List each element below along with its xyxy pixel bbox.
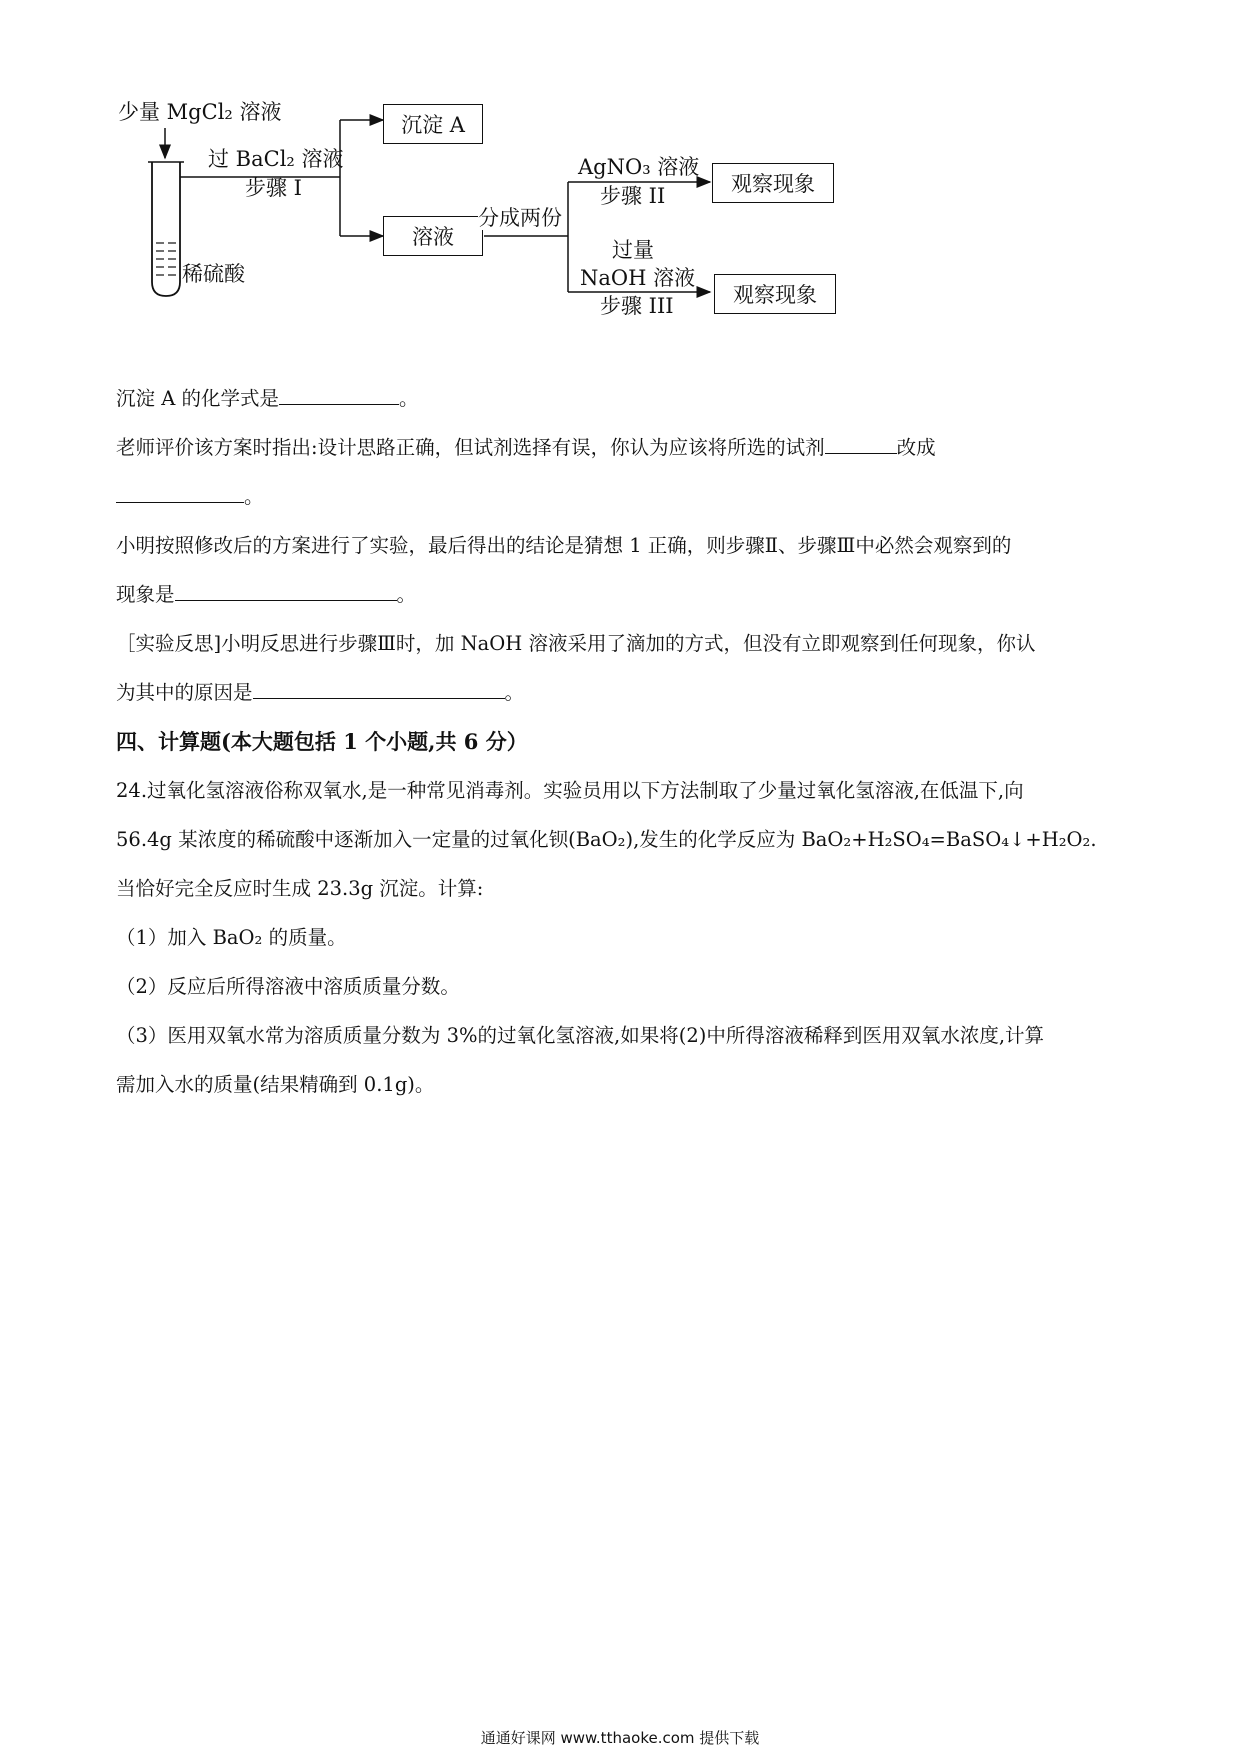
answer-blank [253, 680, 505, 699]
step1-label: 步骤 I [245, 176, 302, 200]
q24-sub3-line2: 需加入水的质量(结果精确到 0.1g)。 [116, 1073, 435, 1096]
question-xiaoming-line2 [116, 579, 416, 607]
experiment-flow-diagram [0, 0, 1240, 340]
step2-label: 步骤 II [600, 184, 666, 208]
question-end: 。 [396, 583, 417, 606]
answer-blank [825, 435, 897, 454]
question-text: 老师评价该方案时指出:设计思路正确，但试剂选择有误，你认为应该将所选的试剂 [116, 436, 825, 459]
question-end: 。 [398, 387, 419, 410]
question-text-mid: 改成 [896, 436, 936, 459]
step3-reagent-1: 过量 [612, 238, 654, 262]
q24-line2: 56.4g 某浓度的稀硫酸中逐渐加入一定量的过氧化钡(BaO₂),发生的化学反应为 BaO₂+H₂SO₄=BaSO₄↓+H₂O₂. [116, 828, 1097, 851]
answer-blank [279, 386, 399, 405]
question-reflect-line2 [116, 677, 524, 705]
test-tube [152, 162, 180, 296]
question-precipitate-a [116, 383, 419, 411]
question-reflect-line1: ［实验反思]小明反思进行步骤Ⅲ时，加 NaOH 溶液采用了滴加的方式，但没有立即观察到任何现象，你认 [116, 632, 1036, 655]
q24-sub3-line1: （3）医用双氧水常为溶质质量分数为 3%的过氧化氢溶液,如果将(2)中所得溶液稀释到医用双氧水浓度,计算 [116, 1024, 1045, 1047]
step3-reagent-2: NaOH 溶液 [580, 266, 696, 290]
q24-line1: 24.过氧化氢溶液俗称双氧水,是一种常见消毒剂。实验员用以下方法制取了少量过氧化氢溶液,在低温下,向 [116, 779, 1024, 802]
question-end: 。 [244, 485, 264, 508]
split-label: 分成两份 [478, 206, 562, 230]
observe-box-1: 观察现象 [712, 163, 834, 203]
question-teacher-line2 [116, 481, 264, 509]
section-heading: 四、计算题(本大题包括 1 个小题,共 6 分） [116, 729, 528, 754]
solution-box: 溶液 [383, 216, 483, 256]
question-teacher-line1 [116, 432, 936, 460]
tube-label: 稀硫酸 [182, 262, 245, 286]
q24-sub2: （2）反应后所得溶液中溶质质量分数。 [116, 975, 460, 998]
question-text: 沉淀 A 的化学式是 [116, 387, 279, 410]
answer-blank [116, 484, 244, 503]
q24-line3: 当恰好完全反应时生成 23.3g 沉淀。计算: [116, 877, 484, 900]
observe-box-2: 观察现象 [714, 274, 836, 314]
reagent-top-label: 少量 MgCl₂ 溶液 [118, 100, 282, 124]
question-end: 。 [504, 681, 525, 704]
question-xiaoming-line1: 小明按照修改后的方案进行了实验，最后得出的结论是猜想 1 正确，则步骤Ⅱ、步骤Ⅲ中必然会观察到的 [116, 534, 1012, 557]
q24-sub1: （1）加入 BaO₂ 的质量。 [116, 926, 347, 949]
answer-blank [175, 582, 397, 601]
precipitate-a-box: 沉淀 A [383, 104, 483, 144]
step1-reagent-label: 过 BaCl₂ 溶液 [208, 147, 344, 171]
step3-label: 步骤 III [600, 294, 674, 318]
question-text: 为其中的原因是 [116, 681, 253, 704]
step2-reagent-label: AgNO₃ 溶液 [578, 155, 700, 179]
liquid-marks [156, 243, 176, 275]
question-text: 现象是 [116, 583, 175, 606]
footer-source: 通通好课网 www.tthaoke.com 提供下载 [480, 1729, 760, 1747]
